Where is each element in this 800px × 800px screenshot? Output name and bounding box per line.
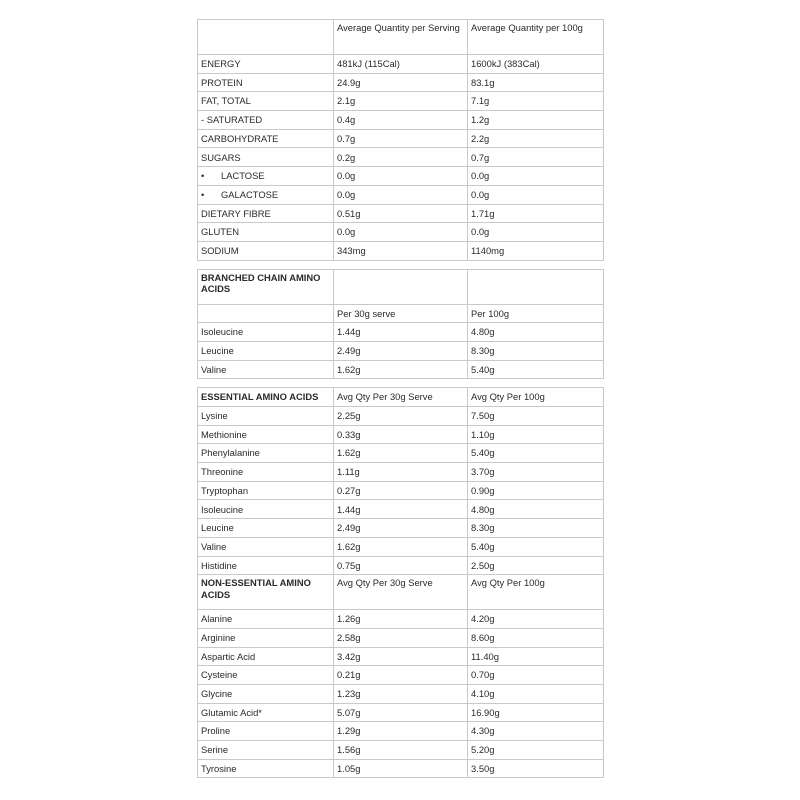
essential-row	[198, 500, 604, 519]
essential-serving-cell: 1.62g	[334, 537, 468, 556]
nonessential-per100-cell: 16.90g	[468, 703, 604, 722]
essential-serving-cell: 2.49g	[334, 519, 468, 538]
nonessential-name-cell	[198, 703, 334, 722]
nutrition-row	[198, 55, 604, 74]
nonessential-name: Aspartic Acid	[201, 650, 256, 662]
essential-row	[198, 407, 604, 426]
nutrition-row	[198, 129, 604, 148]
essential-per100-cell: 2.50g	[468, 556, 604, 575]
nutrition-per100-cell: 83.1g	[468, 73, 604, 92]
nutrition-serving-cell: 24.9g	[334, 73, 468, 92]
bcaa-serving-cell: 1.44g	[334, 323, 468, 342]
nutrition-name: CARBOHYDRATE	[201, 132, 279, 144]
essential-row	[198, 444, 604, 463]
essential-row	[198, 481, 604, 500]
essential-header-per100: Avg Qty Per 100g	[468, 388, 604, 407]
nonessential-name: Glycine	[201, 688, 233, 700]
nutrition-per100-cell: 1.2g	[468, 111, 604, 130]
nonessential-serving-cell: 1.05g	[334, 759, 468, 778]
nutrition-per100-cell: 2.2g	[468, 129, 604, 148]
nutrition-per100-cell: 1140mg	[468, 241, 604, 260]
nutrition-serving-cell: 0.0g	[334, 167, 468, 186]
nonessential-name-cell	[198, 666, 334, 685]
nutrition-serving-cell: 0.0g	[334, 185, 468, 204]
nutrition-row	[198, 73, 604, 92]
bullet-icon: •	[201, 170, 205, 182]
essential-name: Methionine	[201, 428, 247, 440]
nutrition-per100-cell: 0.0g	[468, 185, 604, 204]
bcaa-title: BRANCHED CHAIN AMINO ACIDS	[198, 269, 334, 304]
essential-header-serving: Avg Qty Per 30g Serve	[334, 388, 468, 407]
nutrition-per100-cell: 0.0g	[468, 167, 604, 186]
nutrition-name: DIETARY FIBRE	[201, 207, 271, 219]
essential-name-cell	[198, 537, 334, 556]
nutrition-serving-cell: 0.2g	[334, 148, 468, 167]
nonessential-serving-cell: 5.07g	[334, 703, 468, 722]
bcaa-name: Valine	[201, 363, 227, 375]
essential-name-cell	[198, 556, 334, 575]
nutrition-name: GLUTEN	[201, 226, 240, 238]
nutrition-serving-cell: 0.4g	[334, 111, 468, 130]
essential-header-row	[198, 388, 604, 407]
nutrition-per100-cell: 7.1g	[468, 92, 604, 111]
essential-serving-cell: 0.75g	[334, 556, 468, 575]
nutrition-name: ENERGY	[201, 58, 241, 70]
bcaa-row	[198, 341, 604, 360]
nutrition-name-cell	[198, 55, 334, 74]
essential-name: Leucine	[201, 522, 234, 534]
bcaa-serving-cell: 1.62g	[334, 360, 468, 379]
nonessential-name: Serine	[201, 744, 229, 756]
nutrition-name-cell	[198, 223, 334, 242]
bcaa-title-row	[198, 269, 604, 304]
essential-per100-cell: 7.50g	[468, 407, 604, 426]
essential-serving-cell: 1.11g	[334, 463, 468, 482]
nutrition-row	[198, 148, 604, 167]
nonessential-serving-cell: 3.42g	[334, 647, 468, 666]
nutrition-serving-cell: 481kJ (115Cal)	[334, 55, 468, 74]
bcaa-row	[198, 360, 604, 379]
nutrition-row	[198, 167, 604, 186]
bcaa-per100-cell: 5.40g	[468, 360, 604, 379]
essential-name: Tryptophan	[201, 484, 249, 496]
nutrition-name-cell	[198, 92, 334, 111]
bcaa-name: Leucine	[201, 345, 234, 357]
bcaa-title-blank	[334, 269, 468, 304]
nonessential-per100-cell: 5.20g	[468, 741, 604, 760]
essential-per100-cell: 5.40g	[468, 537, 604, 556]
bcaa-name: Isoleucine	[201, 326, 244, 338]
nutrition-name-cell	[198, 73, 334, 92]
nutrition-row	[198, 111, 604, 130]
nutrition-per100-cell: 1.71g	[468, 204, 604, 223]
essential-name-cell	[198, 481, 334, 500]
nonessential-per100-cell: 8.60g	[468, 628, 604, 647]
essential-name-cell	[198, 519, 334, 538]
essential-per100-cell: 8.30g	[468, 519, 604, 538]
nonessential-name-cell	[198, 628, 334, 647]
nonessential-serving-cell: 1.23g	[334, 684, 468, 703]
bcaa-per100-cell: 4.80g	[468, 323, 604, 342]
nonessential-per100-cell: 4.30g	[468, 722, 604, 741]
nonessential-per100-cell: 4.20g	[468, 610, 604, 629]
essential-name: Isoleucine	[201, 503, 244, 515]
nutrition-per100-cell: 0.0g	[468, 223, 604, 242]
nutrition-name-cell	[198, 148, 334, 167]
header-cell-empty	[198, 20, 334, 55]
bcaa-header-blank	[198, 304, 334, 323]
nonessential-row	[198, 666, 604, 685]
essential-per100-cell: 3.70g	[468, 463, 604, 482]
nonessential-row	[198, 722, 604, 741]
nutrition-name-cell	[198, 167, 334, 186]
nutrition-header-row	[198, 20, 604, 55]
nonessential-name: Alanine	[201, 613, 233, 625]
header-cell-per100: Average Quantity per 100g	[468, 20, 604, 55]
bcaa-header-per100: Per 100g	[468, 304, 604, 323]
nonessential-row	[198, 610, 604, 629]
nonessential-header-serving: Avg Qty Per 30g Serve	[334, 575, 468, 610]
nutrition-serving-cell: 0.7g	[334, 129, 468, 148]
essential-per100-cell: 1.10g	[468, 425, 604, 444]
nutrition-name: SODIUM	[201, 244, 239, 256]
nonessential-per100-cell: 11.40g	[468, 647, 604, 666]
nonessential-serving-cell: 0.21g	[334, 666, 468, 685]
essential-serving-cell: 1.44g	[334, 500, 468, 519]
nutrition-name-cell	[198, 129, 334, 148]
essential-per100-cell: 5.40g	[468, 444, 604, 463]
essential-name: Lysine	[201, 410, 228, 422]
nutrition-per100-cell: 1600kJ (383Cal)	[468, 55, 604, 74]
nutrition-name: - SATURATED	[201, 114, 263, 126]
nonessential-name-cell	[198, 741, 334, 760]
essential-serving-cell: 2.25g	[334, 407, 468, 426]
bcaa-name-cell	[198, 341, 334, 360]
nonessential-per100-cell: 4.10g	[468, 684, 604, 703]
essential-title: ESSENTIAL AMINO ACIDS	[198, 388, 334, 407]
essential-row	[198, 519, 604, 538]
nonessential-per100-cell: 0.70g	[468, 666, 604, 685]
nutrition-name: GALACTOSE	[221, 188, 279, 200]
nonessential-name-cell	[198, 722, 334, 741]
nonessential-name: Cysteine	[201, 669, 238, 681]
essential-name-cell	[198, 463, 334, 482]
bcaa-serving-cell: 2.49g	[334, 341, 468, 360]
nonessential-row	[198, 703, 604, 722]
nonessential-row	[198, 741, 604, 760]
header-cell-serving: Average Quantity per Serving	[334, 20, 468, 55]
essential-serving-cell: 0.27g	[334, 481, 468, 500]
bcaa-name-cell	[198, 360, 334, 379]
essential-row	[198, 463, 604, 482]
nonessential-serving-cell: 1.26g	[334, 610, 468, 629]
nonessential-serving-cell: 2.58g	[334, 628, 468, 647]
essential-name-cell	[198, 444, 334, 463]
nonessential-row	[198, 628, 604, 647]
nonessential-name-cell	[198, 647, 334, 666]
amino-table	[197, 387, 604, 778]
nonessential-name: Proline	[201, 725, 231, 737]
nutrition-row	[198, 223, 604, 242]
bcaa-row	[198, 323, 604, 342]
nonessential-row	[198, 684, 604, 703]
nutrition-serving-cell: 0.51g	[334, 204, 468, 223]
essential-per100-cell: 0.90g	[468, 481, 604, 500]
nonessential-name-cell	[198, 610, 334, 629]
essential-serving-cell: 0.33g	[334, 425, 468, 444]
nutrition-table	[197, 19, 604, 261]
bcaa-header-row	[198, 304, 604, 323]
nonessential-serving-cell: 1.56g	[334, 741, 468, 760]
nonessential-header-per100: Avg Qty Per 100g	[468, 575, 604, 610]
nutrition-name: PROTEIN	[201, 76, 243, 88]
essential-row	[198, 537, 604, 556]
nutrition-serving-cell: 0.0g	[334, 223, 468, 242]
nutrition-name-cell	[198, 111, 334, 130]
nonessential-name: Arginine	[201, 631, 236, 643]
nutrition-serving-cell: 343mg	[334, 241, 468, 260]
nutrition-row	[198, 92, 604, 111]
essential-name: Threonine	[201, 466, 244, 478]
essential-row	[198, 425, 604, 444]
nonessential-row	[198, 647, 604, 666]
essential-serving-cell: 1.62g	[334, 444, 468, 463]
nutrition-row	[198, 185, 604, 204]
nonessential-header-row	[198, 575, 604, 610]
nutrition-serving-cell: 2.1g	[334, 92, 468, 111]
nonessential-serving-cell: 1.29g	[334, 722, 468, 741]
nutrition-row	[198, 241, 604, 260]
nutrition-per100-cell: 0.7g	[468, 148, 604, 167]
nonessential-per100-cell: 3.50g	[468, 759, 604, 778]
nutrition-name-cell	[198, 204, 334, 223]
nonessential-name-cell	[198, 684, 334, 703]
nutrition-name: LACTOSE	[221, 170, 265, 182]
bcaa-table	[197, 269, 604, 380]
essential-name-cell	[198, 500, 334, 519]
essential-name-cell	[198, 425, 334, 444]
bcaa-name-cell	[198, 323, 334, 342]
nutrition-name-cell	[198, 185, 334, 204]
essential-name: Histidine	[201, 559, 237, 571]
essential-row	[198, 556, 604, 575]
essential-name-cell	[198, 407, 334, 426]
bcaa-header-serving: Per 30g serve	[334, 304, 468, 323]
nonessential-row	[198, 759, 604, 778]
nutrition-name: SUGARS	[201, 151, 241, 163]
nutrition-name: FAT, TOTAL	[201, 95, 251, 107]
essential-name: Valine	[201, 540, 227, 552]
essential-per100-cell: 4.80g	[468, 500, 604, 519]
bcaa-per100-cell: 8.30g	[468, 341, 604, 360]
nonessential-name: Tyrosine	[201, 762, 237, 774]
nutrition-name-cell	[198, 241, 334, 260]
nutrition-row	[198, 204, 604, 223]
nonessential-name: Glutamic Acid*	[201, 706, 262, 718]
essential-name: Phenylalanine	[201, 447, 260, 459]
nonessential-name-cell	[198, 759, 334, 778]
nonessential-title: NON-ESSENTIAL AMINO ACIDS	[198, 575, 334, 610]
bullet-icon: •	[201, 188, 205, 200]
nutrition-panel	[197, 19, 603, 778]
bcaa-title-blank	[468, 269, 604, 304]
